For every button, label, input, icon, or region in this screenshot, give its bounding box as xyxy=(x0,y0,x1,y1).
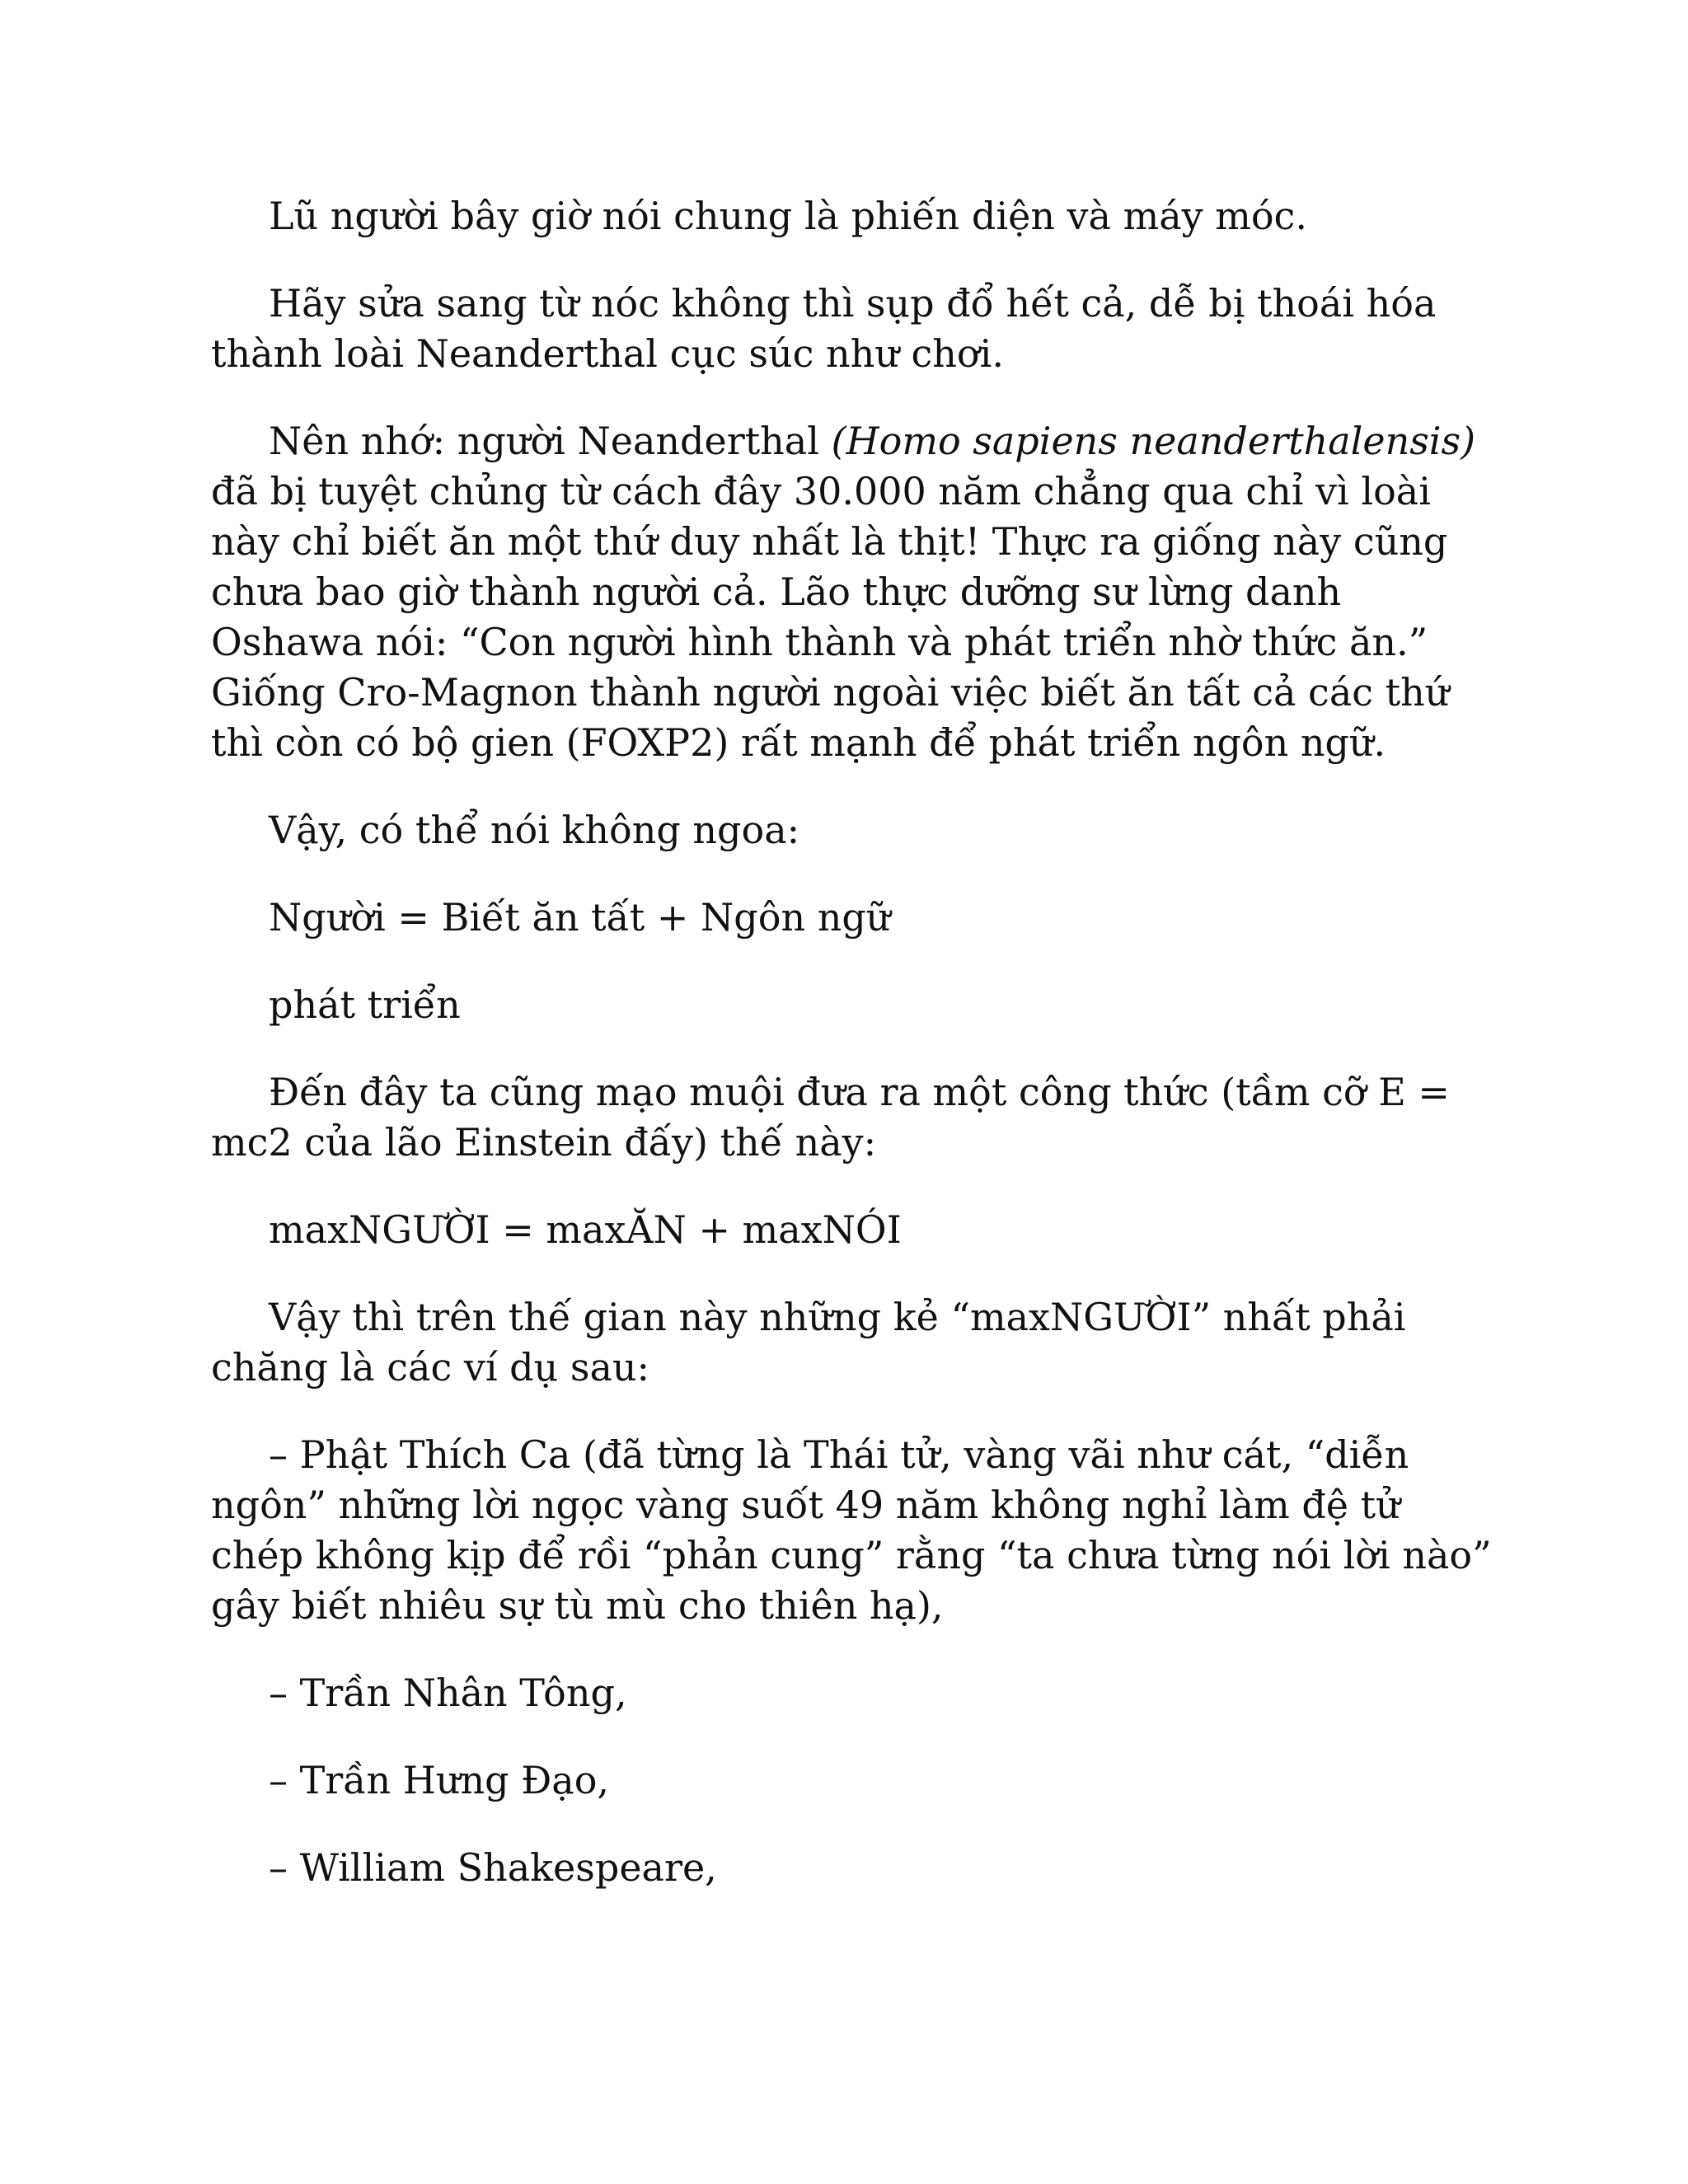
paragraph: Hãy sửa sang từ nóc không thì sụp đổ hết cả, dễ bị thoái hóa thành loài Neanderthal cục súc như chơi. xyxy=(211,281,1437,376)
list-item: – William Shakespeare, xyxy=(269,1845,717,1890)
body-text xyxy=(211,191,1497,1930)
paragraph: Vậy thì trên thế gian này những kẻ “maxNGƯỜI” nhất phải chăng là các ví dụ sau: xyxy=(211,1295,1406,1390)
italic-species-name: (Homo sapiens neanderthalensis) xyxy=(831,419,1476,463)
list-item: – Trần Nhân Tông, xyxy=(269,1671,627,1715)
paragraph-text: đã bị tuyệt chủng từ cách đây 30.000 năm chẳng qua chỉ vì loài này chỉ biết ăn một thứ duy nhất là thịt! Thực ra giống này cũng chưa bao giờ thành người cả. Lão thực dưỡng sư lừng danh Oshawa nói: “Con người hình thành và phát triển nhờ thức ăn.” Giống Cro-Magnon thành người ngoài việc biết ăn tất cả các thứ thì còn có bộ gien (FOXP2) rất mạnh để phát triển ngôn ngữ. xyxy=(211,469,1450,765)
list-item: – Phật Thích Ca (đã từng là Thái tử, vàng vãi như cát, “diễn ngôn” những lời ngọc vàng suốt 49 năm không nghỉ làm đệ tử chép không kịp để rồi “phản cung” rằng “ta chưa từng nói lời nào” gây biết nhiêu sự tù mù cho thiên hạ), xyxy=(211,1432,1492,1628)
paragraph: Đến đây ta cũng mạo muội đưa ra một công thức (tầm cỡ E = mc2 của lão Einstein đấy) thế này: xyxy=(211,1070,1450,1165)
paragraph xyxy=(211,416,1497,768)
paragraph: Vậy, có thể nói không ngoa: xyxy=(269,808,800,852)
list-item: – Trần Hưng Đạo, xyxy=(269,1758,610,1802)
formula-line: Người = Biết ăn tất + Ngôn ngữ xyxy=(269,895,891,940)
paragraph-text: Nên nhớ: người Neanderthal xyxy=(269,419,832,463)
paragraph: Lũ người bây giờ nói chung là phiến diện và máy móc. xyxy=(269,194,1307,238)
formula-line: maxNGƯỜI = maxĂN + maxNÓI xyxy=(269,1207,902,1252)
formula-line: phát triển xyxy=(269,982,461,1027)
